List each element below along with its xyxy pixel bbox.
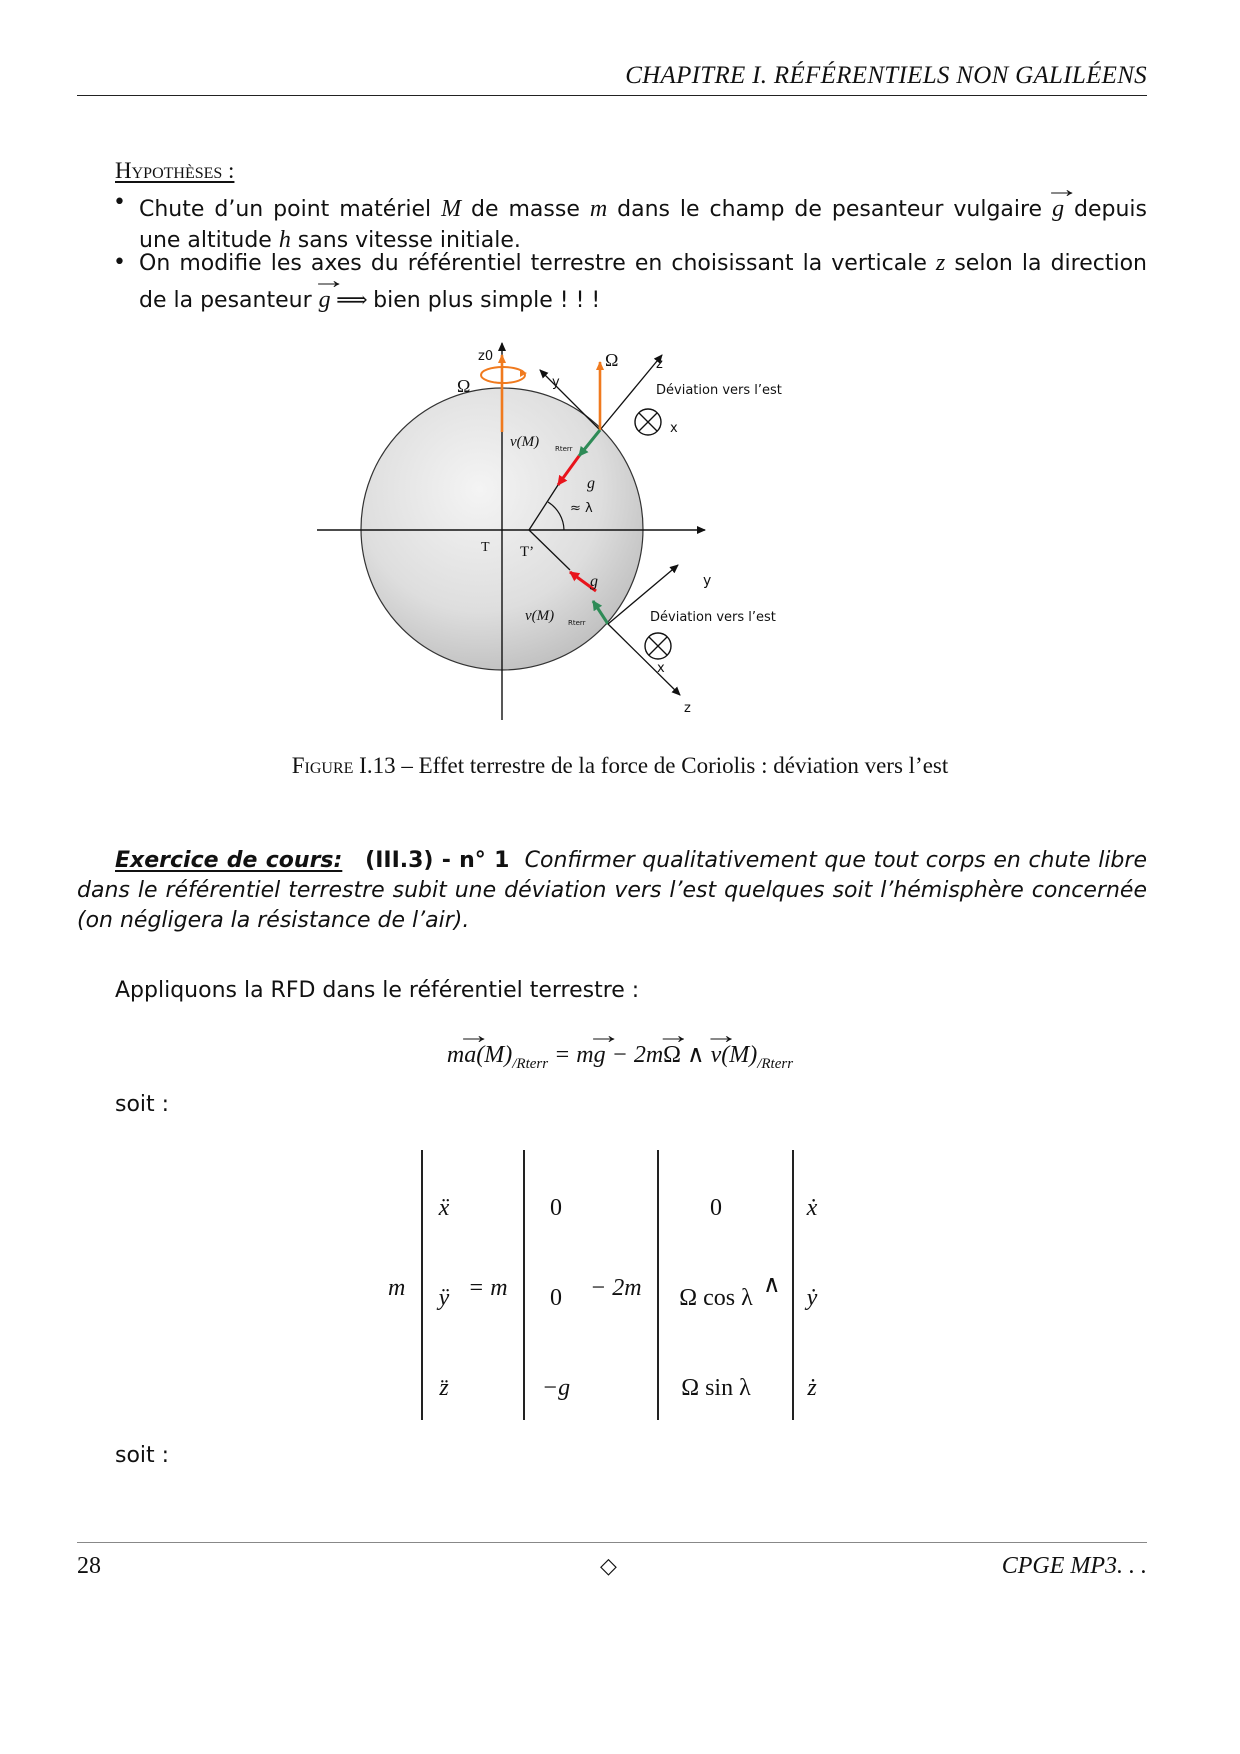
accel-y: ÿ <box>438 1285 450 1311</box>
rfd-sub: /Rterr <box>512 1056 549 1073</box>
implies-arrow: ⟹ <box>330 287 374 312</box>
gravity-z: −g <box>541 1375 571 1401</box>
chapter-header: CHAPITRE I. RÉFÉRENTIELS NON GALILÉENS <box>625 62 1147 89</box>
vector-g: → g <box>594 1036 606 1069</box>
var-M: M <box>441 196 462 222</box>
omega-z: Ω sin λ <box>681 1375 751 1401</box>
gravity-y: 0 <box>550 1285 562 1311</box>
apply-rfd-text: Appliquons la RFD dans le référentiel terrestre : <box>115 978 640 1003</box>
bullet-dot: • <box>113 250 126 275</box>
vector-bar <box>657 1150 659 1420</box>
soit-text-2: soit : <box>115 1443 170 1468</box>
rfd-eq: = m <box>548 1042 594 1068</box>
velocity-z: ż <box>807 1375 817 1401</box>
vector-g: → g <box>319 279 331 315</box>
vector-g: → g <box>1052 188 1064 224</box>
label-x-top: x <box>670 421 678 436</box>
label-g-top: g <box>587 475 595 492</box>
label-g-bottom: g <box>590 573 598 590</box>
label-z-top: z <box>656 357 663 372</box>
accel-x: ẍ <box>438 1195 450 1221</box>
label-z-bottom: z <box>684 701 691 716</box>
matrix-wedge: ∧ <box>763 1272 781 1298</box>
velocity-x: ẋ <box>806 1195 818 1221</box>
exercise-block <box>77 846 1147 936</box>
bullet1-text-b: de masse <box>461 197 590 222</box>
header-rule <box>77 95 1147 96</box>
label-omega-top: Ω <box>605 350 619 370</box>
label-T: T <box>481 540 490 555</box>
var-h: h <box>278 227 291 253</box>
matrix-m-left: m <box>388 1275 406 1301</box>
caption-text: – Effet terrestre de la force de Coriolis : déviation vers l’est <box>395 753 949 778</box>
figure-caption <box>0 753 1240 779</box>
label-y-bottom: y <box>703 573 712 589</box>
bullet2-text-a: On modifie les axes du référentiel terrestre en choisissant la verticale <box>139 251 936 276</box>
vector-omega: → Ω <box>663 1036 681 1069</box>
bullet1-text-a: Chute d’un point matériel <box>139 197 442 222</box>
gravity-x: 0 <box>550 1195 562 1221</box>
caption-prefix: Figure I.13 <box>291 753 396 778</box>
label-lambda: ≈ λ <box>570 501 593 516</box>
diamond-icon: ◇ <box>600 1553 617 1578</box>
rfd-sub: /Rterr <box>757 1056 794 1073</box>
hypothesis-bullet-1 <box>113 188 1147 256</box>
label-T-prime: T’ <box>520 544 535 560</box>
bullet1-text-e: sans vitesse initiale. <box>290 228 521 253</box>
rfd-M: (M) <box>476 1042 513 1068</box>
bullet-dot: • <box>113 190 126 215</box>
rfd-minus: − 2m <box>605 1042 664 1068</box>
footer-course: CPGE MP3. . . <box>1001 1553 1147 1579</box>
soit-text-1: soit : <box>115 1092 170 1117</box>
coriolis-figure <box>300 335 782 725</box>
deviation-label-bottom: Déviation vers l’est <box>650 610 776 625</box>
matrix-equals-m: = m <box>468 1275 508 1301</box>
label-velocity-top: v(M) <box>510 434 540 450</box>
footer-rule <box>77 1542 1147 1543</box>
label-z0: z0 <box>478 349 494 364</box>
label-velocity-bottom: v(M) <box>525 608 555 624</box>
page-number: 28 <box>77 1553 101 1579</box>
omega-y: Ω cos λ <box>679 1285 753 1311</box>
hypotheses-heading: Hypothèses : <box>115 158 235 183</box>
exercise-statement: Confirmer qualitativement que tout corps en chute libre dans le référentiel terrestre subit une déviation vers l’est quelques soit l’hémisphère concernée (on négligera la résistance de l’air). <box>77 848 1147 933</box>
bullet1-text-d: depuis une altitude <box>139 197 1148 253</box>
accel-z: z̈ <box>439 1375 449 1401</box>
velocity-y: ẏ <box>806 1285 818 1311</box>
vector-v: → v <box>711 1036 722 1069</box>
rfd-M: (M) <box>721 1042 758 1068</box>
label-y-top: y <box>552 375 560 390</box>
bullet2-text-c: bien plus simple ! ! ! <box>373 288 601 313</box>
rfd-equation <box>0 1036 1240 1073</box>
bullet2-text-b: selon la direction de la pesanteur <box>139 251 1147 313</box>
omega-x: 0 <box>710 1195 722 1221</box>
label-x-bottom: x <box>657 661 665 676</box>
hypothesis-bullet-2 <box>113 248 1147 316</box>
vector-a: → a <box>464 1036 476 1069</box>
bullet1-text-c: dans le champ de pesanteur vulgaire <box>607 197 1053 222</box>
var-z: z <box>935 250 946 276</box>
label-velocity-bottom-sub: Rterr <box>568 619 586 627</box>
local-z-axis-bottom <box>608 624 680 695</box>
label-omega-pole: Ω <box>457 376 471 396</box>
rfd-m: m <box>446 1042 465 1068</box>
matrix-minus-2m: − 2m <box>590 1275 642 1301</box>
label-velocity-top-sub: Rterr <box>555 445 573 453</box>
rfd-wedge: ∧ <box>681 1042 711 1068</box>
exercise-title: Exercice de cours: <box>115 848 343 873</box>
var-m: m <box>589 196 608 222</box>
exercise-reference: (III.3) - n° 1 <box>365 848 510 873</box>
deviation-label-top: Déviation vers l’est <box>656 383 782 398</box>
